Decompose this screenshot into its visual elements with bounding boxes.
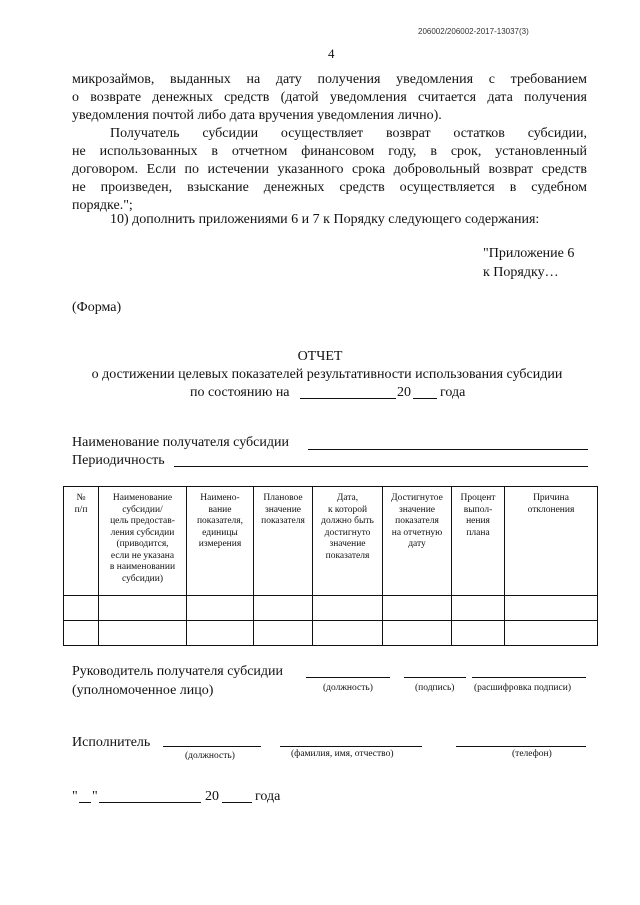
table-cell[interactable] [254, 621, 313, 646]
head-position-field[interactable] [306, 677, 390, 678]
date-quote-close: " [92, 789, 98, 804]
column-header [187, 487, 254, 596]
head-name-caption: (расшифровка подписи) [474, 683, 571, 693]
table-cell[interactable] [313, 596, 383, 621]
table-cell[interactable] [99, 596, 187, 621]
column-header-text: Дата, к которой должно быть достигнуто значение показателя [321, 493, 374, 561]
date-month-field[interactable] [99, 802, 201, 803]
column-header-text: Плановое значение показателя [261, 493, 305, 526]
table-row [64, 621, 598, 646]
table-cell[interactable] [383, 621, 452, 646]
paragraph-line: уведомления почтой либо дата вручения уведомления лично). [72, 108, 442, 123]
table-cell[interactable] [64, 621, 99, 646]
column-header-text: Причина отклонения [527, 493, 575, 515]
periodicity-field[interactable] [174, 466, 588, 467]
paragraph-line: договором. Если по истечении указанного срока добровольный возврат средств [72, 162, 587, 177]
report-date-year: 20 [397, 385, 411, 400]
table-cell[interactable] [187, 596, 254, 621]
date-year-prefix: 20 [205, 789, 219, 804]
table-cell[interactable] [254, 596, 313, 621]
column-header-text: Наимено- вание показателя, единицы измерения [196, 493, 244, 549]
head-label: Руководитель получателя субсидии [72, 664, 284, 679]
table-cell[interactable] [383, 596, 452, 621]
paragraph-line: не использованных в отчетном финансовом году, в срок, установленный [72, 144, 587, 159]
paragraph-line: микрозаймов, выданных на дату получения уведомления с требованием [72, 72, 587, 87]
head-signature-caption: (подпись) [415, 683, 455, 693]
column-header-text: Наименование субсидии/ цель предостав- ления субсидии (приводится, если не указана в наименовании субсидии) [109, 493, 176, 584]
date-year-field[interactable] [222, 802, 252, 803]
executor-phone-caption: (телефон) [512, 749, 552, 759]
head-signature-field[interactable] [404, 677, 466, 678]
paragraph-line: 10) дополнить приложениями 6 и 7 к Порядку следующего содержания: [110, 212, 540, 227]
executor-name-caption: (фамилия, имя, отчество) [291, 749, 394, 759]
table-cell[interactable] [452, 621, 505, 646]
table-cell[interactable] [64, 596, 99, 621]
report-date-suffix: года [440, 385, 466, 400]
table-header-row [64, 487, 598, 596]
column-header-text: Процент выпол- нения плана [460, 493, 496, 538]
date-day-field[interactable] [79, 802, 91, 803]
report-subtitle: о достижении целевых показателей результативности использования субсидии [91, 367, 563, 382]
column-header [383, 487, 452, 596]
column-header [452, 487, 505, 596]
table-cell[interactable] [99, 621, 187, 646]
date-quote-open: " [72, 789, 78, 804]
executor-name-field[interactable] [280, 746, 422, 747]
recipient-field[interactable] [308, 449, 588, 450]
table-cell[interactable] [505, 621, 598, 646]
appendix-subtitle: к Порядку… [483, 265, 559, 280]
column-header [64, 487, 99, 596]
paragraph-line: порядке."; [72, 198, 133, 213]
paragraph-line: Получатель субсидии осуществляет возврат остатков субсидии, [110, 126, 587, 141]
report-year-blank [413, 398, 437, 399]
column-header-text: Достигнутое значение показателя на отчетную дату [391, 493, 443, 549]
report-title: ОТЧЕТ [297, 349, 343, 364]
table-cell[interactable] [313, 621, 383, 646]
periodicity-label: Периодичность [72, 453, 165, 468]
executor-label: Исполнитель [72, 735, 151, 750]
document-number: 206002/206002-2017-13037(3) [418, 27, 529, 36]
report-date-prefix: по состоянию на [190, 385, 290, 400]
head-sublabel: (уполномоченное лицо) [72, 683, 214, 698]
table-cell[interactable] [187, 621, 254, 646]
executor-position-field[interactable] [163, 746, 261, 747]
head-position-caption: (должность) [323, 683, 373, 693]
head-name-field[interactable] [472, 677, 586, 678]
appendix-title: "Приложение 6 [483, 246, 575, 261]
paragraph-line: не произведен, взыскание денежных средств осуществляется в судебном [72, 180, 587, 195]
column-header-text: № п/п [74, 493, 88, 515]
executor-position-caption: (должность) [185, 751, 235, 761]
form-label: (Форма) [72, 300, 122, 315]
column-header [313, 487, 383, 596]
table-row [64, 596, 598, 621]
recipient-label: Наименование получателя субсидии [72, 435, 289, 450]
executor-phone-field[interactable] [456, 746, 586, 747]
date-year-suffix: года [255, 789, 281, 804]
column-header [505, 487, 598, 596]
page-number: 4 [328, 46, 335, 61]
report-table [63, 486, 598, 646]
paragraph-line: о возврате денежных средств (датой уведомления считается дата получения [72, 90, 587, 105]
column-header [99, 487, 187, 596]
column-header [254, 487, 313, 596]
report-date-blank [300, 398, 396, 399]
table-cell[interactable] [505, 596, 598, 621]
table-cell[interactable] [452, 596, 505, 621]
